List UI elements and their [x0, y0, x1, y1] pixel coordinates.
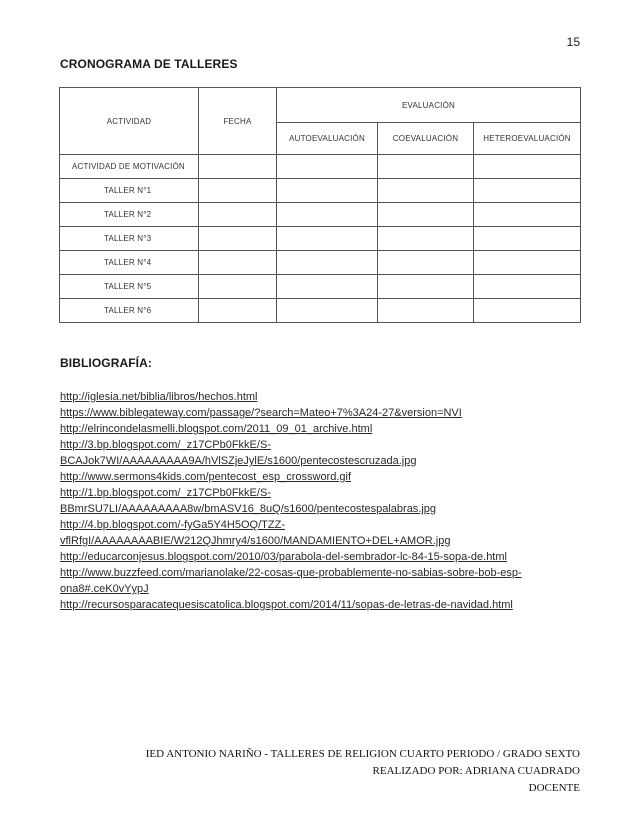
date-cell — [199, 299, 277, 323]
link-text: http://www.buzzfeed.com/marianolake/22-cosas-que-probablemente-no-sabias-sobre-bob-esp- — [60, 567, 522, 579]
table-row — [60, 179, 581, 203]
link-text: http://iglesia.net/biblia/libros/hechos.html — [60, 391, 258, 403]
link-text-continued: BBmrSU7LI/AAAAAAAAA8w/bmASV16_8uQ/s1600/pentecostespalabras.jpg — [60, 503, 437, 515]
activity-cell: TALLER N°6 — [60, 299, 199, 323]
hetero-evaluation-header: HETEROEVALUACIÓN — [474, 123, 581, 155]
co-eval-cell — [378, 203, 474, 227]
table-row — [60, 155, 581, 179]
date-cell — [199, 275, 277, 299]
link-text-continued: ona8#.ceK0vYypJ — [60, 583, 149, 595]
bibliography-link[interactable] — [60, 517, 580, 549]
bibliography-link[interactable] — [60, 485, 580, 517]
bibliography-link[interactable] — [60, 597, 580, 613]
co-eval-cell — [378, 299, 474, 323]
self-eval-cell — [277, 275, 378, 299]
link-text: http://educarconjesus.blogspot.com/2010/03/parabola-del-sembrador-lc-84-15-sopa-de.html — [60, 551, 507, 563]
page-footer — [146, 746, 580, 797]
link-text: https://www.biblegateway.com/passage/?search=Mateo+7%3A24-27&version=NVI — [60, 407, 462, 419]
date-cell — [199, 179, 277, 203]
table-row — [60, 299, 581, 323]
bibliography-link[interactable] — [60, 565, 580, 597]
hetero-eval-cell — [474, 251, 581, 275]
bibliography-link[interactable] — [60, 469, 580, 485]
self-eval-cell — [277, 227, 378, 251]
bibliography-link[interactable] — [60, 389, 580, 405]
bibliography-list — [60, 389, 580, 613]
footer-line-author: REALIZADO POR: ADRIANA CUADRADO — [372, 765, 580, 777]
link-text-continued: vflRfgI/AAAAAAAABIE/W212QJhmry4/s1600/MANDAMIENTO+DEL+AMOR.jpg — [60, 535, 451, 547]
link-text: http://recursosparacatequesiscatolica.blogspot.com/2014/11/sopas-de-letras-de-navidad.html — [60, 599, 513, 611]
bibliography-link[interactable] — [60, 437, 580, 469]
footer-line-institution: IED ANTONIO NARIÑO - TALLERES DE RELIGION CUARTO PERIODO / GRADO SEXTO — [145, 748, 580, 760]
co-eval-cell — [378, 227, 474, 251]
self-eval-cell — [277, 251, 378, 275]
date-cell — [199, 203, 277, 227]
activity-cell: TALLER N°4 — [60, 251, 199, 275]
footer-line-role: DOCENTE — [528, 782, 580, 794]
co-eval-cell — [378, 179, 474, 203]
hetero-eval-cell — [474, 179, 581, 203]
date-header: FECHA — [199, 88, 277, 155]
table-header-row — [60, 88, 581, 123]
schedule-title: CRONOGRAMA DE TALLERES — [60, 57, 238, 71]
link-text: http://1.bp.blogspot.com/_z17CPb0FkkE/S- — [60, 487, 271, 499]
hetero-eval-cell — [474, 155, 581, 179]
activity-cell: TALLER N°1 — [60, 179, 199, 203]
self-eval-cell — [277, 299, 378, 323]
activity-header: ACTIVIDAD — [60, 88, 199, 155]
self-eval-cell — [277, 155, 378, 179]
link-text: http://elrincondelasmelli.blogspot.com/2011_09_01_archive.html — [60, 423, 373, 435]
table-row — [60, 275, 581, 299]
activity-cell: TALLER N°3 — [60, 227, 199, 251]
link-text: http://3.bp.blogspot.com/_z17CPb0FkkE/S- — [60, 439, 271, 451]
co-evaluation-header: COEVALUACIÓN — [378, 123, 474, 155]
link-text: http://www.sermons4kids.com/pentecost_esp_crossword.gif — [60, 471, 352, 483]
table-row — [60, 251, 581, 275]
table-row — [60, 203, 581, 227]
link-text: http://4.bp.blogspot.com/-fyGa5Y4H5OQ/TZZ- — [60, 519, 285, 531]
co-eval-cell — [378, 251, 474, 275]
evaluation-header: EVALUACIÓN — [277, 88, 581, 123]
schedule-table — [59, 87, 581, 323]
bibliography-link[interactable] — [60, 549, 580, 565]
table-row — [60, 227, 581, 251]
co-eval-cell — [378, 275, 474, 299]
self-eval-cell — [277, 203, 378, 227]
hetero-eval-cell — [474, 203, 581, 227]
co-eval-cell — [378, 155, 474, 179]
hetero-eval-cell — [474, 275, 581, 299]
activity-cell: ACTIVIDAD DE MOTIVACIÓN — [60, 155, 199, 179]
page-number: 15 — [566, 35, 580, 49]
self-evaluation-header: AUTOEVALUACIÓN — [277, 123, 378, 155]
activity-cell: TALLER N°2 — [60, 203, 199, 227]
date-cell — [199, 251, 277, 275]
date-cell — [199, 227, 277, 251]
bibliography-link[interactable] — [60, 421, 580, 437]
self-eval-cell — [277, 179, 378, 203]
bibliography-title: BIBLIOGRAFÍA: — [60, 356, 152, 370]
date-cell — [199, 155, 277, 179]
bibliography-link[interactable] — [60, 405, 580, 421]
link-text-continued: BCAJok7WI/AAAAAAAAA9A/hVlSZjeJylE/s1600/pentecostescruzada.jpg — [60, 455, 417, 467]
hetero-eval-cell — [474, 227, 581, 251]
hetero-eval-cell — [474, 299, 581, 323]
activity-cell: TALLER N°5 — [60, 275, 199, 299]
